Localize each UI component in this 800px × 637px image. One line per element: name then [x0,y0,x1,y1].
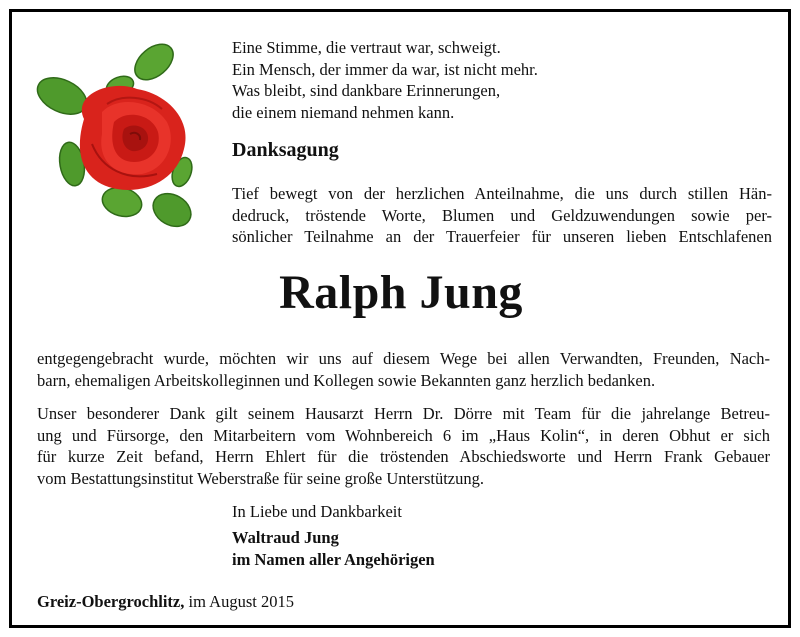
date: im August 2015 [188,592,294,611]
heading-danksagung: Danksagung [232,139,339,161]
poem-line: Eine Stimme, die vertraut war, schweigt. [232,38,501,57]
signer-name: Waltraud Jung [232,528,339,547]
deceased-name: Ralph Jung [279,266,523,319]
signature-block [232,527,435,570]
intro-line: sönlicher Teilnahme an der Trauerfeier für unseren lieben Entschlafenen [232,227,772,246]
paragraph-line: ung und Fürsorge, den Mitarbeitern vom Wohnbereich 6 im „Haus Kolin“, in deren Obhut er sich [37,425,770,445]
rose-bloom [80,86,186,190]
paragraph-line: für kurze Zeit befand, Herrn Ehlert für die tröstenden Abschiedsworte und Herrn Frank Gebauer [37,447,770,466]
intro-line: Tief bewegt von der herzlichen Anteilnahme, die uns durch stillen Hän- [232,184,772,203]
poem-line: die einem niemand nehmen kann. [232,102,455,122]
special-thanks-paragraph [37,403,770,489]
intro-line: dedruck, tröstende Worte, Blumen und Geldzuwendungen sowie per- [232,205,772,225]
intro-paragraph [232,183,772,248]
place-and-date [37,591,294,613]
paragraph-line: barn, ehemaligen Arbeitskolleginnen und Kollegen sowie Bekannten ganz herzlich bedanken. [37,370,656,390]
place: Greiz-Obergrochlitz, [37,592,185,611]
poem-line: Ein Mensch, der immer da war, ist nicht mehr. [232,59,538,79]
paragraph-line: vom Bestattungsinstitut Weberstraße für seine große Unterstützung. [37,468,484,488]
red-rose-icon [32,34,197,234]
paragraph-line: entgegengebracht wurde, möchten wir uns auf diesem Wege bei allen Verwandten, Freunden, Nach- [37,349,770,368]
paragraph-line: Unser besonderer Dank gilt seinem Hausarzt Herrn Dr. Dörre mit Team für die jahrelange Betreu- [37,404,770,423]
poem-line: Was bleibt, sind dankbare Erinnerungen, [232,81,501,100]
closing-phrase: In Liebe und Dankbarkeit [232,502,402,521]
memorial-poem [232,37,652,123]
signer-note: im Namen aller Angehörigen [232,549,435,569]
thanks-paragraph [37,348,770,391]
obituary-notice [9,9,791,628]
